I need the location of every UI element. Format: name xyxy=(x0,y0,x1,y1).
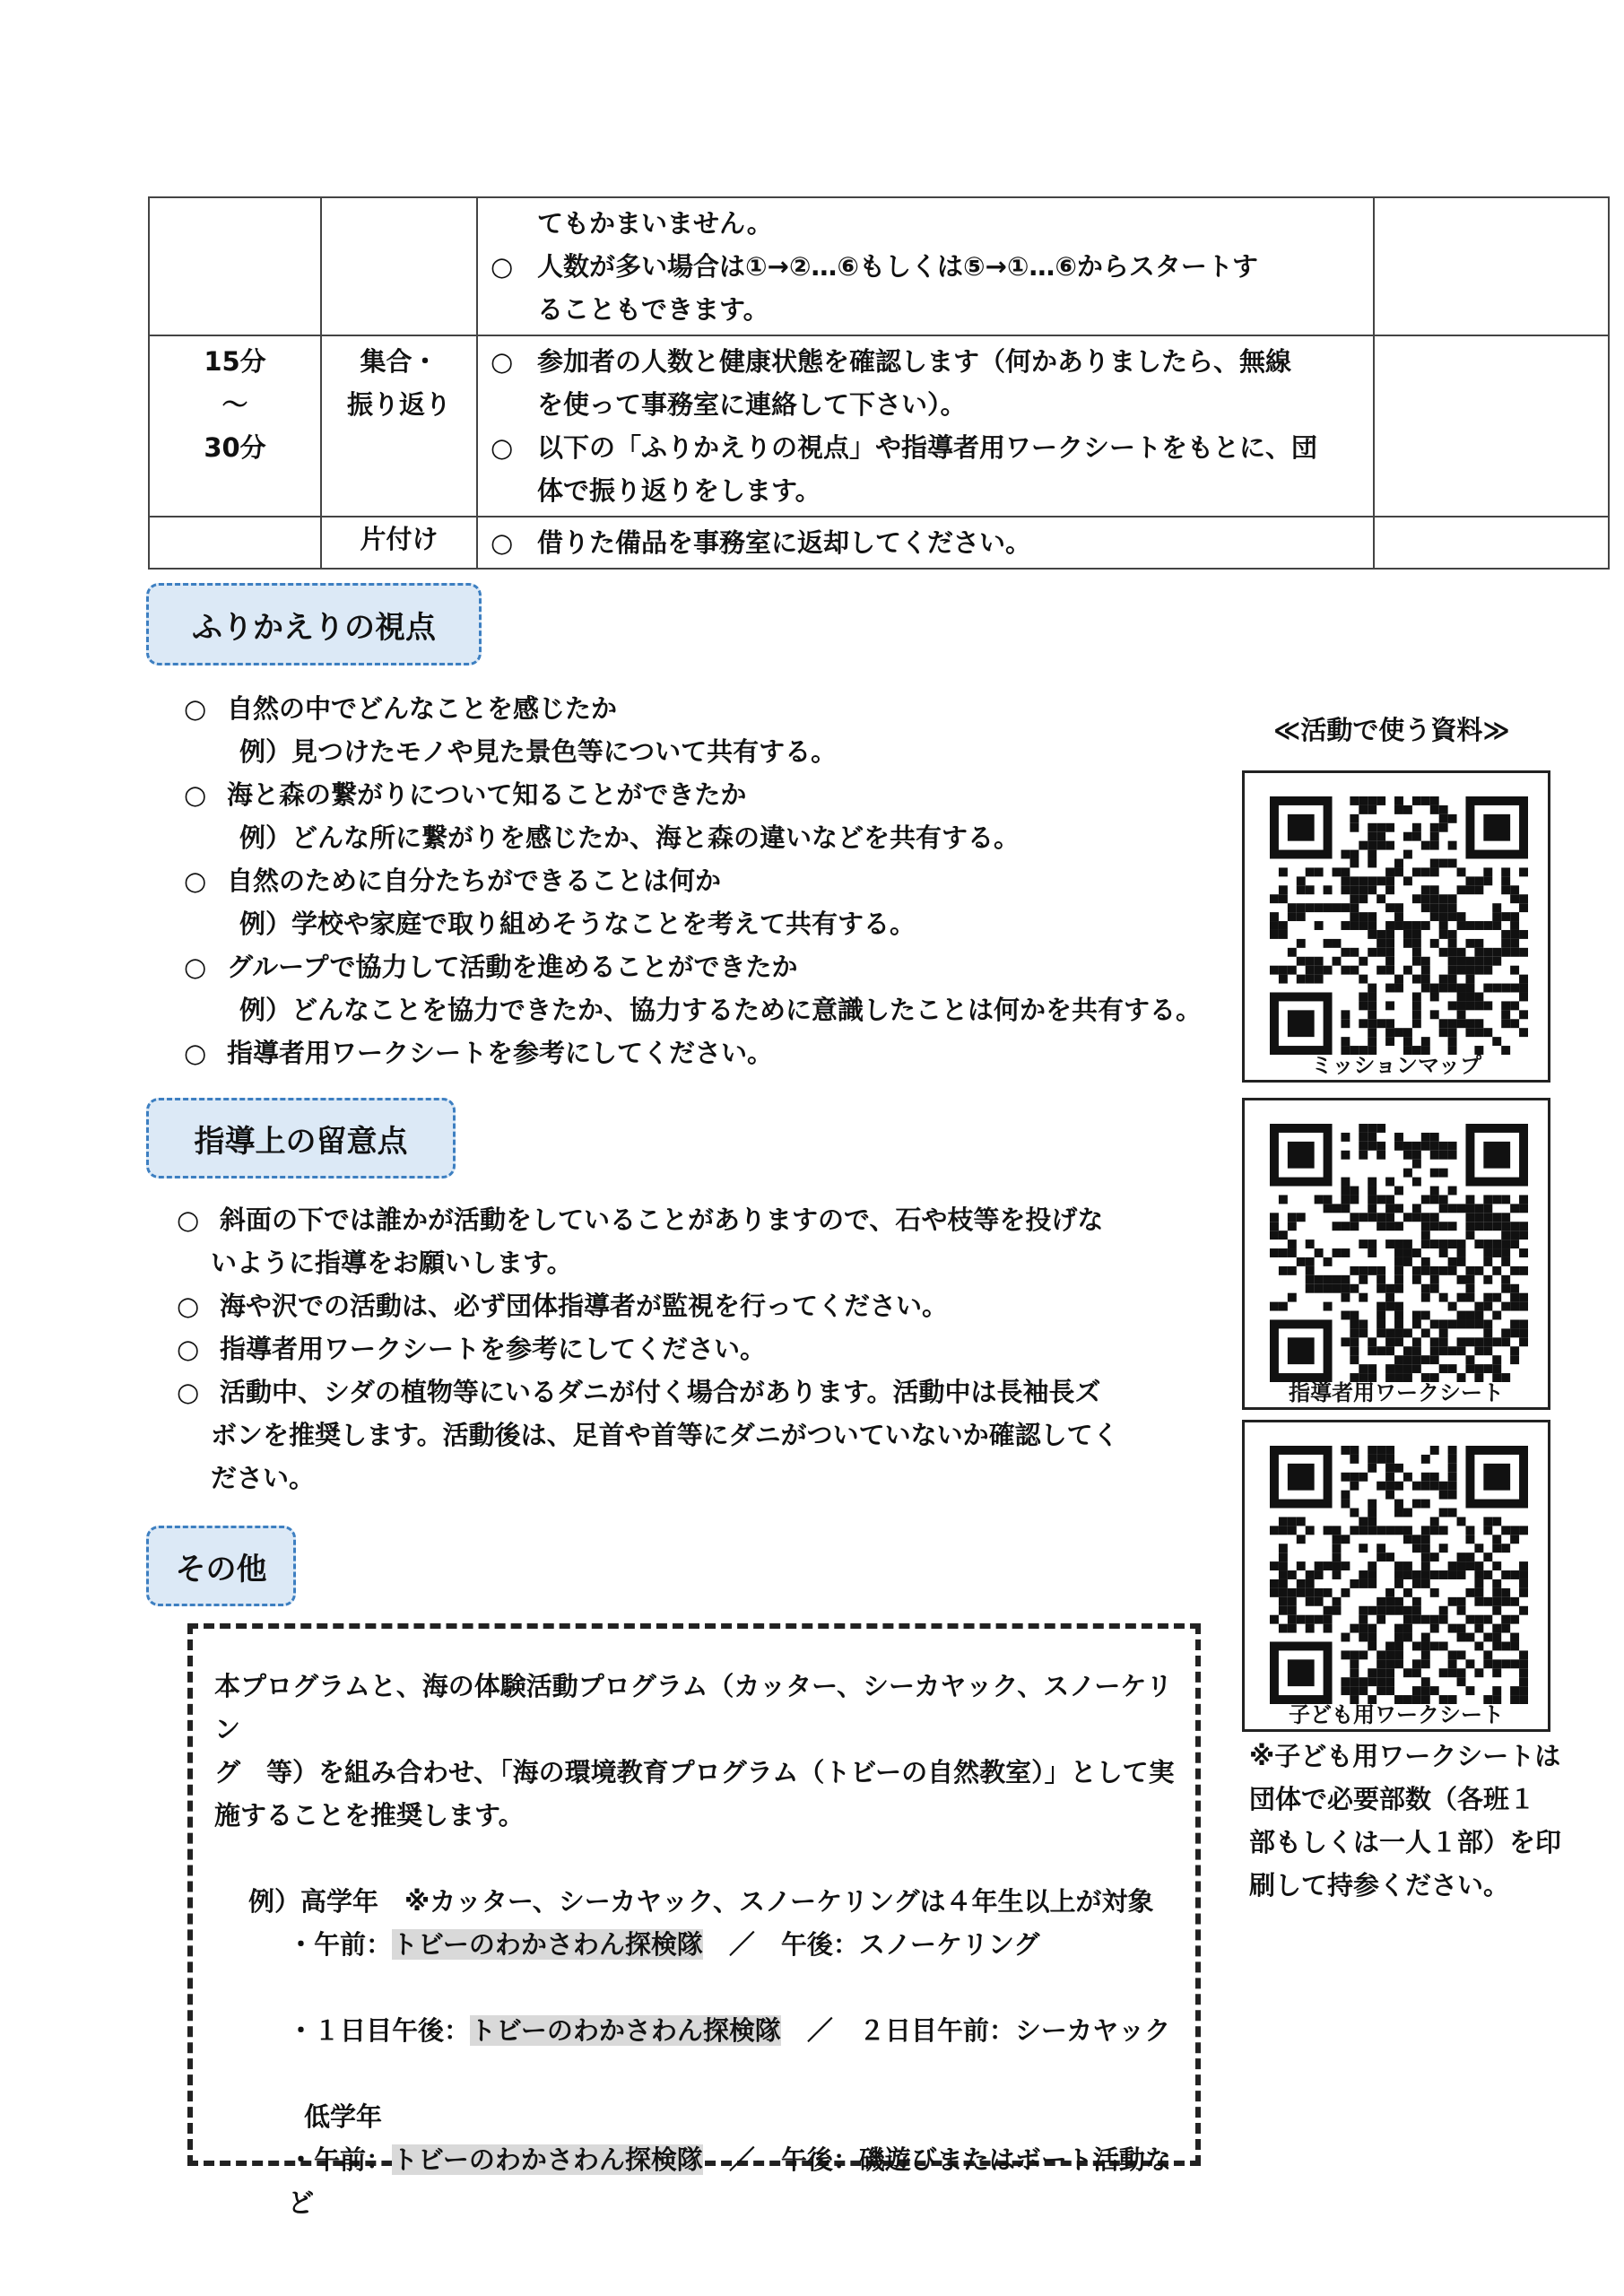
qr-code-icon xyxy=(1270,1124,1528,1382)
list-item: ○ 指導者用ワークシートを参考にしてください。 xyxy=(177,1334,767,1364)
desc-line: てもかまいません。 xyxy=(537,208,773,239)
schedule-table xyxy=(148,196,1610,570)
plan-line: ・午前：トビーのわかさわん探検隊 ／ 午後：磯遊びまたはボート活動など xyxy=(288,2144,1171,2218)
desc-line: ○ 借りた備品を事務室に返却してください。 xyxy=(491,521,1364,564)
qr-code-icon xyxy=(1270,1446,1528,1704)
table-row xyxy=(149,517,1609,569)
note-cell xyxy=(1374,335,1609,517)
example-text: 例）どんなことを協力できたか、協力するために意識したことは何かを共有する。 xyxy=(239,995,1203,1025)
plan-line: ・１日目午後：トビーのわかさわん探検隊 ／ ２日目午前：シーカヤック xyxy=(288,2015,1171,2046)
materials-caption: ≪活動で使う資料≫ xyxy=(1273,715,1510,745)
activity-cell: 集合・ 振り返り xyxy=(321,335,477,517)
note-cell xyxy=(1374,197,1609,335)
desc-line: ることもできます。 xyxy=(537,294,769,325)
description-cell xyxy=(477,197,1374,335)
circle-bullet-icon: ○ xyxy=(491,432,514,463)
list-item: ○ 活動中、シダの植物等にいるダニが付く場合があります。活動中は長袖長ズ xyxy=(177,1377,1101,1407)
desc-line: ○ 人数が多い場合は①→②…⑥もしくは⑤→①…⑥からスタートす xyxy=(491,245,1364,288)
desc-line: ○ 参加者の人数と健康状態を確認します（何かありましたら、無線 xyxy=(491,340,1364,383)
description-cell xyxy=(477,517,1374,569)
activity-cell xyxy=(321,197,477,335)
time-cell: 15分 ～ 30分 xyxy=(149,335,321,517)
other-heading: その他 xyxy=(146,1526,296,1606)
list-item: ○ 指導者用ワークシートを参考にしてください。 xyxy=(184,1038,774,1068)
qr-label: ミッションマップ xyxy=(1310,1053,1482,1078)
note-cell xyxy=(1374,517,1609,569)
list-item: ○ 海と森の繋がりについて知ることができたか xyxy=(184,779,747,810)
qr-code-icon xyxy=(1270,796,1528,1055)
desc-line: 体で振り返りをします。 xyxy=(537,475,821,506)
list-item: ○ 自然の中でどんなことを感じたか xyxy=(184,693,618,724)
activity-cell: 片付け xyxy=(321,517,477,569)
circle-bullet-icon: ○ xyxy=(491,251,514,282)
qr-label: 指導者用ワークシート xyxy=(1289,1380,1504,1405)
plan-line: ・午前：トビーのわかさわん探検隊 ／ 午後：スノーケリング xyxy=(288,1929,1040,1960)
qr-mission-map[interactable] xyxy=(1242,770,1550,1083)
time-cell xyxy=(149,197,321,335)
desc-line: ○ 以下の「ふりかえりの視点」や指導者用ワークシートをもとに、団 xyxy=(491,426,1364,469)
guidance-list: ○ 斜面の下では誰かが活動をしていることがありますので、石や枝等を投げな いように指導をお願いします。 ○ 海や沢での活動は、必ず団体指導者が監視を行ってください。 ○ 指導者用ワークシートを参考にしてください。 ○ 活動中、シダの植物等にいるダニが付く場合があります。活動中は長袖長ズ ボンを推奨します。活動後は、足首や首等にダニがついていないか確認してく ださい。 xyxy=(177,1198,1217,1500)
circle-bullet-icon: ○ xyxy=(491,346,514,377)
desc-line: を使って事務室に連絡して下さい）。 xyxy=(537,389,967,420)
list-item: ○ グループで協力して活動を進めることができたか xyxy=(184,952,798,982)
table-row xyxy=(149,335,1609,517)
reflection-list xyxy=(184,687,1224,1074)
example-text: 例）学校や家庭で取り組めそうなことを考えて共有する。 xyxy=(239,909,916,939)
table-row xyxy=(149,197,1609,335)
list-item: ○ 自然のために自分たちができることは何か xyxy=(184,865,722,896)
qr-label: 子ども用ワークシート xyxy=(1289,1702,1504,1727)
example-text: 例）見つけたモノや見た景色等について共有する。 xyxy=(239,736,838,767)
list-item: ○ 海や沢での活動は、必ず団体指導者が監視を行ってください。 xyxy=(177,1291,949,1321)
example-text: 例）どんな所に繋がりを感じたか、海と森の違いなどを共有する。 xyxy=(239,822,1020,853)
list-item: ○ 斜面の下では誰かが活動をしていることがありますので、石や枝等を投げな xyxy=(177,1205,1104,1235)
qr-child-worksheet[interactable] xyxy=(1242,1420,1550,1732)
circle-bullet-icon: ○ xyxy=(491,527,514,558)
recommendation-box: 本プログラムと、海の体験活動プログラム（カッター、シーカヤック、スノーケリン グ 等）を組み合わせ、「海の環境教育プログラム（トビーの自然教室）」として実 施することを推奨します。 例）高学年 ※カッター、シーカヤック、スノーケリングは４年生以上が対象 ・午前：トビーのわかさわん探検隊 ／ 午後：スノーケリング ・１日目午後：トビーのわかさわん探検隊 ／ ２日目午前：シーカヤック 低学年 ・午前：トビーのわかさわん探検隊 ／ 午後：磯遊びまたはボート活動など xyxy=(187,1623,1201,2166)
time-cell xyxy=(149,517,321,569)
description-cell xyxy=(477,335,1374,517)
guidance-heading: 指導上の留意点 xyxy=(146,1098,456,1178)
reflection-heading: ふりかえりの視点 xyxy=(146,583,482,665)
worksheet-note: ※子ども用ワークシートは 団体で必要部数（各班１ 部もしくは一人１部）を印 刷して持参ください。 xyxy=(1249,1741,1562,1900)
qr-leader-worksheet[interactable] xyxy=(1242,1098,1550,1410)
